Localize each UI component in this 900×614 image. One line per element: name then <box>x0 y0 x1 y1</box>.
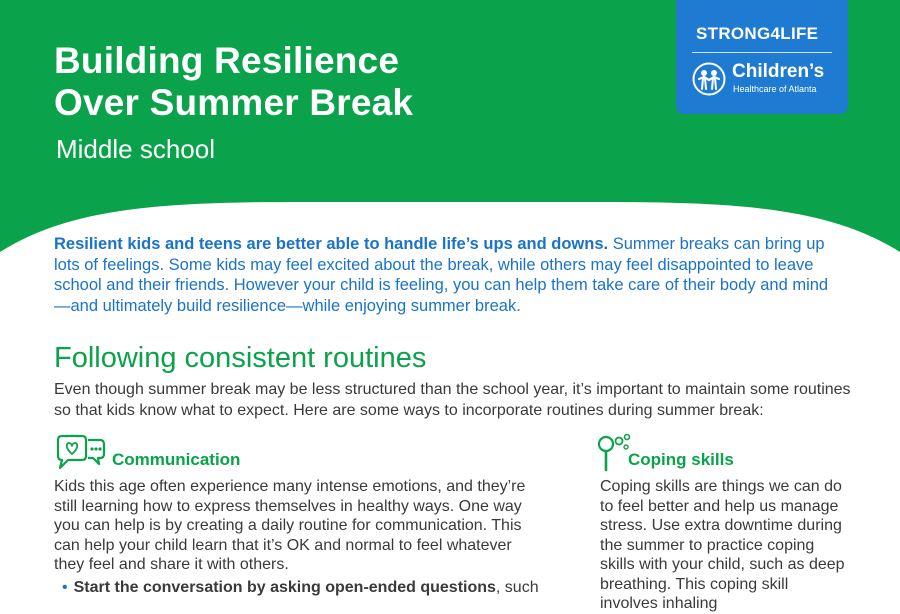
page-title <box>54 40 413 124</box>
brand-logo <box>676 0 848 114</box>
coping-heading: Coping skills <box>628 450 734 469</box>
coping-body: Coping skills are things we can do to feel better and help us manage stress. Use extra downtime during the summer to practice coping skills with your child, such as deep breathing. This coping skill involves inhaling <box>600 478 845 612</box>
communication-bullet <box>62 578 539 598</box>
chat-bubbles-heart-icon <box>54 434 106 472</box>
childrens-emblem-icon <box>692 62 726 96</box>
communication-heading: Communication <box>112 450 241 469</box>
intro-lead: Resilient kids and teens are better able to handle life’s ups and downs. <box>54 235 609 253</box>
section-body: Even though summer break may be less structured than the school year, it’s important to maintain some routines so that kids know what to expect. Here are some ways to incorporate routines during summer break: <box>54 381 851 419</box>
title-line-1: Building Resilience <box>54 40 400 81</box>
intro-paragraph <box>54 234 844 316</box>
section-heading: Following consistent routines <box>54 342 427 374</box>
strong4life-logo: STRONG4LIFE <box>696 24 819 43</box>
logo-divider <box>692 52 832 53</box>
bullet-bold: Start the conversation by asking open-ended questions <box>73 579 496 596</box>
intro-body: Summer breaks can bring up lots of feelings. Some kids may feel excited about the break, while others may feel disappointed to leave school and their friends. However your child is feeling, you can help them take care of their body and mind—and ultimately build resilience—while enjoying summer break. <box>54 235 829 315</box>
childrens-subtitle: Healthcare of Atlanta <box>733 84 817 94</box>
title-line-2: Over Summer Break <box>54 82 414 123</box>
bullet-dot: • <box>62 579 68 596</box>
page-subtitle: Middle school <box>56 134 215 164</box>
communication-body: Kids this age often experience many intense emotions, and they’re still learning how to express themselves in healthy ways. One way you can help is by creating a daily routine for communication. This can help your child learn that it’s OK and normal to feel whatever they feel and share it with others. <box>54 478 526 573</box>
bullet-rest: , such <box>495 579 539 596</box>
childrens-name: Children’s <box>732 61 825 82</box>
